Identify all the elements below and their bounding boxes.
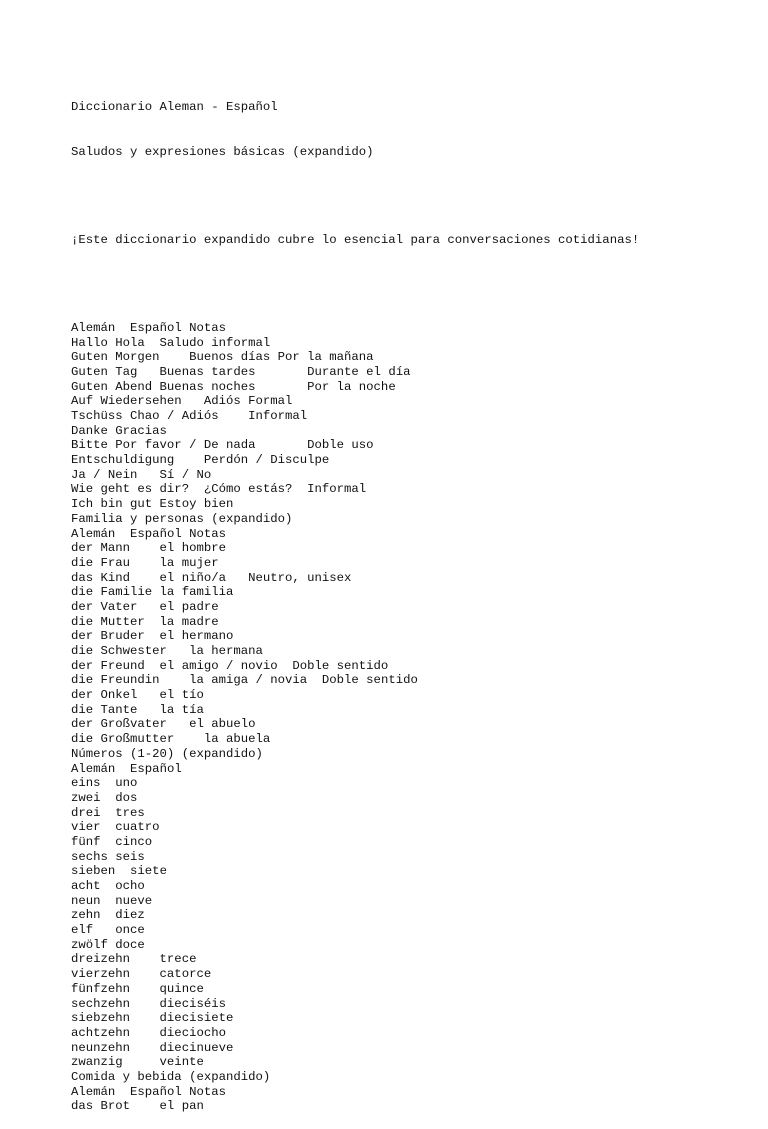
dictionary-line: drei tres xyxy=(71,805,145,820)
dictionary-line: Comida y bebida (expandido) xyxy=(71,1069,271,1084)
dictionary-line: sieben siete xyxy=(71,864,167,879)
dictionary-line: dreizehn trece xyxy=(71,952,197,967)
dictionary-line: sechs seis xyxy=(71,849,145,864)
dictionary-line: der Vater el padre xyxy=(71,599,219,614)
dictionary-line: der Mann el hombre xyxy=(71,541,226,556)
dictionary-line: Guten Morgen Buenos días Por la mañana xyxy=(71,350,374,365)
dictionary-line: Ich bin gut Estoy bien xyxy=(71,497,234,512)
dictionary-line: Wie geht es dir? ¿Cómo estás? Informal xyxy=(71,482,367,497)
dictionary-line: der Bruder el hermano xyxy=(71,629,234,644)
dictionary-line: Hallo Hola Saludo informal xyxy=(71,335,271,350)
dictionary-line: Alemán Español Notas xyxy=(71,526,226,541)
dictionary-line: Tschüss Chao / Adiós Informal xyxy=(71,409,308,423)
dictionary-line: zwanzig veinte xyxy=(71,1055,204,1070)
dictionary-line: das Kind el niño/a Neutro, unisex xyxy=(71,570,352,585)
dictionary-line: zehn diez xyxy=(71,908,145,923)
dictionary-line: die Tante la tía xyxy=(71,702,204,717)
dictionary-line: Bitte Por favor / De nada Doble uso xyxy=(71,438,374,453)
dictionary-line: Entschuldigung Perdón / Disculpe xyxy=(71,453,330,468)
dictionary-line: zwölf doce xyxy=(71,937,145,952)
dictionary-line: der Großvater el abuelo xyxy=(71,717,256,732)
dictionary-line: zwei dos xyxy=(71,790,138,805)
dictionary-line: Danke Gracias xyxy=(71,423,167,438)
dictionary-line: die Frau la mujer xyxy=(71,555,219,570)
dictionary-line: vier cuatro xyxy=(71,820,160,835)
dictionary-line: Alemán Español Notas xyxy=(71,320,226,335)
dictionary-line: fünf cinco xyxy=(71,834,153,849)
intro-text: ¡Este diccionario expandido cubre lo esencial para conversaciones cotidianas! xyxy=(71,232,640,247)
dictionary-line: Guten Abend Buenas noches Por la noche xyxy=(71,379,396,394)
dictionary-line: eins uno xyxy=(71,776,138,791)
dictionary-line: acht ocho xyxy=(71,879,145,893)
document-title: Diccionario Aleman - Español xyxy=(71,100,278,115)
blank-line xyxy=(71,277,751,292)
dictionary-line: der Onkel el tío xyxy=(71,688,204,703)
dictionary-line: Guten Tag Buenas tardes Durante el día xyxy=(71,364,411,379)
dictionary-line: Números (1-20) (expandido) xyxy=(71,746,263,761)
dictionary-line: elf once xyxy=(71,923,145,938)
dictionary-line: Alemán Español xyxy=(71,761,182,776)
dictionary-line: die Mutter la madre xyxy=(71,614,219,629)
dictionary-line: die Großmutter la abuela xyxy=(71,732,271,747)
dictionary-line: vierzehn catorce xyxy=(71,967,212,982)
dictionary-line: siebzehn diecisiete xyxy=(71,1011,234,1026)
document-subtitle: Saludos y expresiones básicas (expandido) xyxy=(71,144,374,159)
dictionary-line: neun nueve xyxy=(71,893,153,908)
dictionary-line: die Freundin la amiga / novia Doble sentido xyxy=(71,673,418,688)
dictionary-line: die Schwester la hermana xyxy=(71,644,263,658)
dictionary-line: Auf Wiedersehen Adiós Formal xyxy=(71,394,293,409)
dictionary-line: fünfzehn quince xyxy=(71,981,204,996)
dictionary-line: das Brot el pan xyxy=(71,1099,204,1114)
document-body xyxy=(71,71,751,1129)
dictionary-line: die Familie la familia xyxy=(71,585,234,600)
blank-line xyxy=(71,189,751,204)
dictionary-line: Ja / Nein Sí / No xyxy=(71,467,212,482)
dictionary-lines xyxy=(71,321,751,1114)
dictionary-line: achtzehn dieciocho xyxy=(71,1025,226,1040)
dictionary-line: der Freund el amigo / novio Doble sentido xyxy=(71,658,389,673)
dictionary-line: Familia y personas (expandido) xyxy=(71,511,293,526)
dictionary-line: sechzehn dieciséis xyxy=(71,996,226,1011)
dictionary-line: Alemán Español Notas xyxy=(71,1084,226,1099)
dictionary-line: neunzehn diecinueve xyxy=(71,1040,234,1055)
